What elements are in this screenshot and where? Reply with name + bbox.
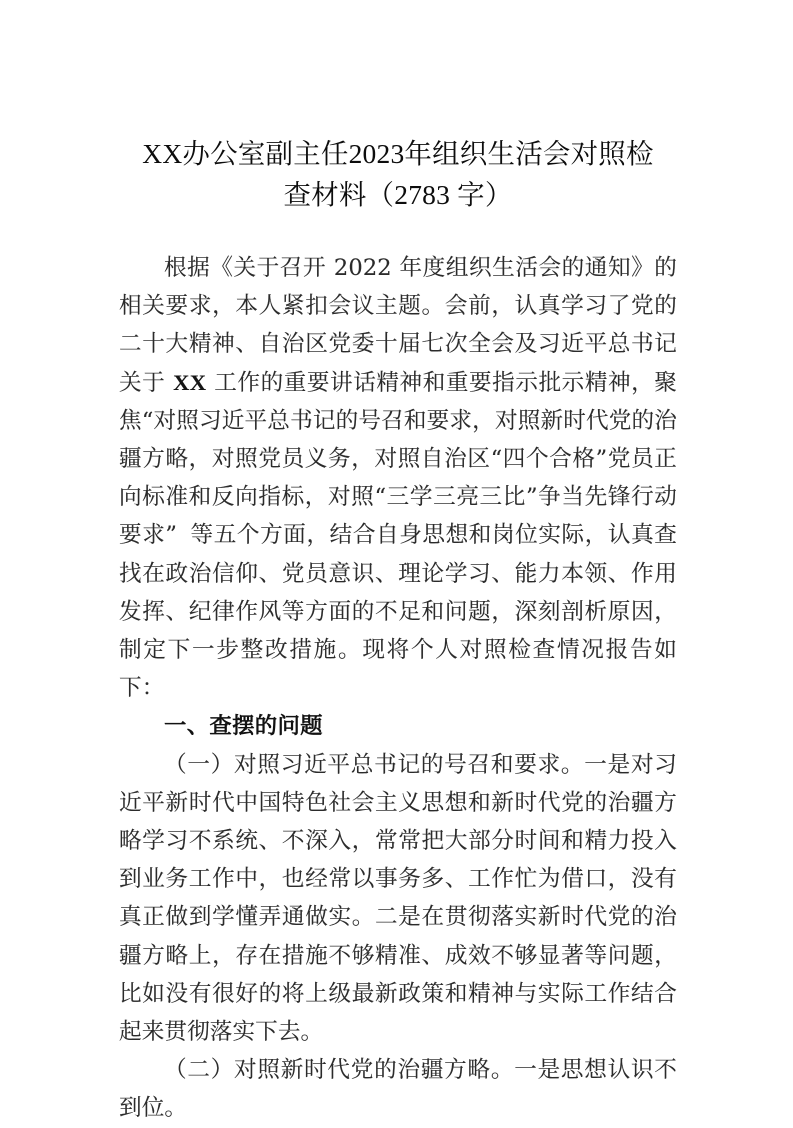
intro-bold-token: XX [173,369,207,395]
paragraph-intro [119,249,677,707]
document-body [119,249,677,1128]
paragraph-subsection-2: （二）对照新时代党的治疆方略。一是思想认识不到位。 [119,1057,677,1122]
intro-text-part-3: 等五个方面，结合自身思想和岗位实际，认真查找在政治信仰、党员意识、理论学习、能力本领、作用发挥、纪律作风等方面的不足和问题，深刻剖析原因，制定下一步整改措施。现将个人对照检查情况报告如下： [119,522,677,702]
page-title-line-1: XX办公室副主任2023年组织生活会对照检 [142,138,654,169]
paragraph-subsection-1: （一）对照习近平总书记的号召和要求。一是对习近平新时代中国特色社会主义思想和新时代党的治疆方略学习不系统、不深入，常常把大部分时间和精力投入到业务工作中，也经常以事务多、工作忙为借口，没有真正做到学懂弄通做实。二是在贯彻落实新时代党的治疆方略上，存在措施不够精准、成效不够显著等问题，比如没有很好的将上级最新政策和精神与实际工作结合起来贯彻落实下去。 [119,751,677,1046]
page-title-line-2: 查材料（2783 字） [283,179,513,210]
intro-text-part-2: 工作的重要讲话精神和重要指示批示精神，聚焦“对照习近平总书记的号召和要求，对照新时代党的治疆方略，对照党员义务，对照自治区“四个合格”党员正向标准和反向指标，对照“三学三亮三比”争当先锋行动要求” [119,369,677,549]
document-content [119,133,677,1128]
page-title [119,133,677,215]
intro-text-part-1: 根据《关于召开 2022 年度组织生活会的通知》的相关要求，本人紧扣会议主题。会前，认真学习了党的二十大精神、自治区党委十届七次全会及习近平总书记关于 [119,255,677,396]
section-heading-one: 一、查摆的问题 [164,713,323,739]
